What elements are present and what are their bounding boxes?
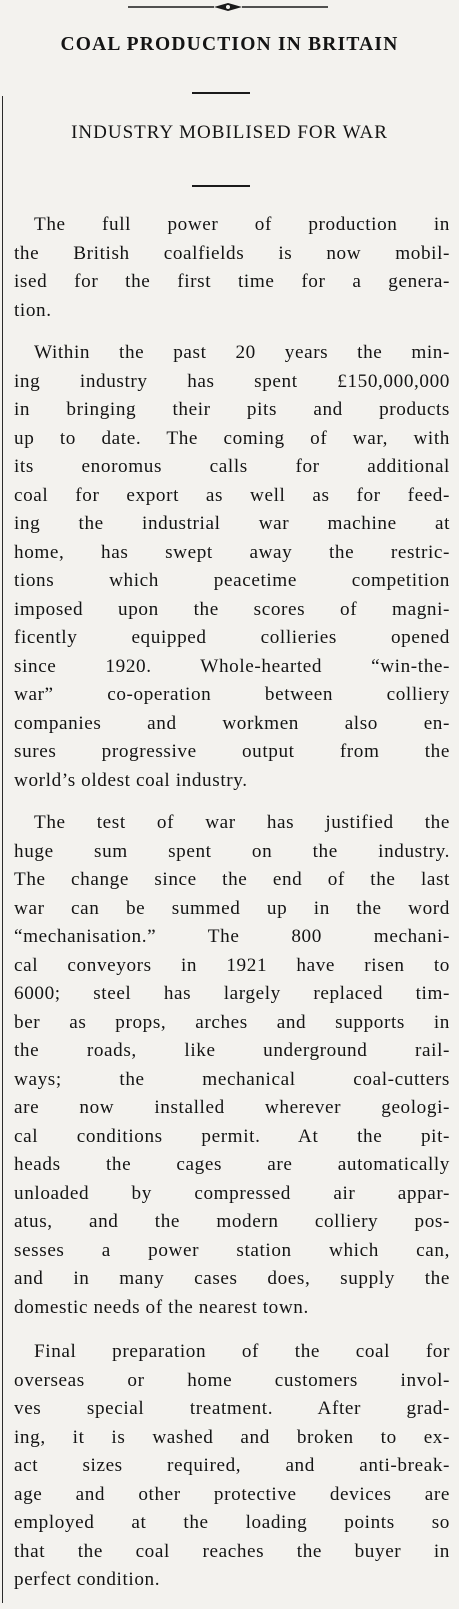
text-line: ised for the first time for a genera- [14, 271, 450, 292]
text-line: overseas or home customers invol- [14, 1369, 450, 1391]
text-line: The test of war has justified the [34, 812, 450, 833]
text-line: tions which peacetime competition [14, 570, 450, 591]
text-line: that the coal reaches the buyer in [14, 1540, 450, 1562]
text-line: ing, it is washed and broken to ex- [14, 1426, 450, 1448]
text-line: heads the cages are automatically [14, 1154, 450, 1175]
article-body [14, 211, 450, 1609]
text-line: home, has swept away the restric- [14, 541, 450, 563]
text-line: the roads, like underground rail- [14, 1040, 450, 1061]
text-line: cal conditions permit. At the pit- [14, 1125, 450, 1147]
text-line: up to date. The coming of war, with [14, 427, 450, 449]
text-line: since 1920. Whole-hearted “win-the- [14, 655, 450, 677]
text-line: cal conveyors in 1921 have risen to [14, 954, 450, 976]
text-line: coal for export as well as for feed- [14, 484, 450, 506]
subheading-rule [192, 185, 250, 187]
text-line: employed at the loading points so [14, 1512, 450, 1533]
text-line: Final preparation of the coal for [34, 1341, 450, 1362]
text-line: its enoromus calls for additional [14, 456, 450, 477]
text-line: companies and workmen also en- [14, 712, 450, 734]
paragraph [14, 1338, 450, 1595]
text-line: ves special treatment. After grad- [14, 1398, 450, 1419]
text-line: huge sum spent on the industry. [14, 840, 450, 862]
text-line: act sizes required, and anti-break- [14, 1455, 450, 1476]
text-line: ways; the mechanical coal-cutters [14, 1068, 450, 1090]
text-line: and in many cases does, supply the [14, 1268, 450, 1289]
text-line: ing the industrial war machine at [14, 513, 450, 534]
column-divider [2, 96, 3, 1603]
text-line: war” co-operation between colliery [14, 684, 450, 705]
text-line: imposed upon the scores of magni- [14, 598, 450, 620]
text-line: perfect condition. [14, 1569, 161, 1590]
text-line: in bringing their pits and products [14, 399, 450, 420]
text-line: ber as props, arches and supports in [14, 1011, 450, 1033]
text-line: are now installed wherever geologi- [14, 1097, 450, 1118]
text-line: age and other protective devices are [14, 1483, 450, 1505]
paragraph [14, 809, 450, 1322]
text-line: world’s oldest coal industry. [14, 769, 248, 791]
text-line: domestic needs of the nearest town. [14, 1296, 309, 1318]
text-line: tion. [14, 299, 52, 321]
headline: COAL PRODUCTION IN BRITAIN [60, 34, 399, 55]
text-line: ficently equipped collieries opened [14, 627, 450, 648]
ornamental-dash-icon [128, 2, 328, 12]
text-line: the British coalfields is now mobil- [14, 242, 450, 264]
text-line: “mechanisation.” The 800 mechani- [14, 926, 450, 947]
text-line: The change since the end of the last [14, 869, 450, 890]
paragraph [14, 211, 450, 325]
text-line: sesses a power station which can, [14, 1239, 450, 1261]
text-line: atus, and the modern colliery pos- [14, 1211, 450, 1232]
text-line: 6000; steel has largely replaced tim- [14, 983, 450, 1004]
text-line: ing industry has spent £150,000,000 [14, 370, 450, 392]
text-line: war can be summed up in the word [14, 897, 450, 919]
text-line: unloaded by compressed air appar- [14, 1182, 450, 1204]
text-line: The full power of production in [34, 214, 450, 235]
subheading: INDUSTRY MOBILISED FOR WAR [71, 122, 388, 143]
text-line: sures progressive output from the [14, 741, 450, 762]
headline-rule [192, 92, 250, 94]
text-line: Within the past 20 years the min- [34, 342, 450, 363]
paragraph [14, 339, 450, 795]
